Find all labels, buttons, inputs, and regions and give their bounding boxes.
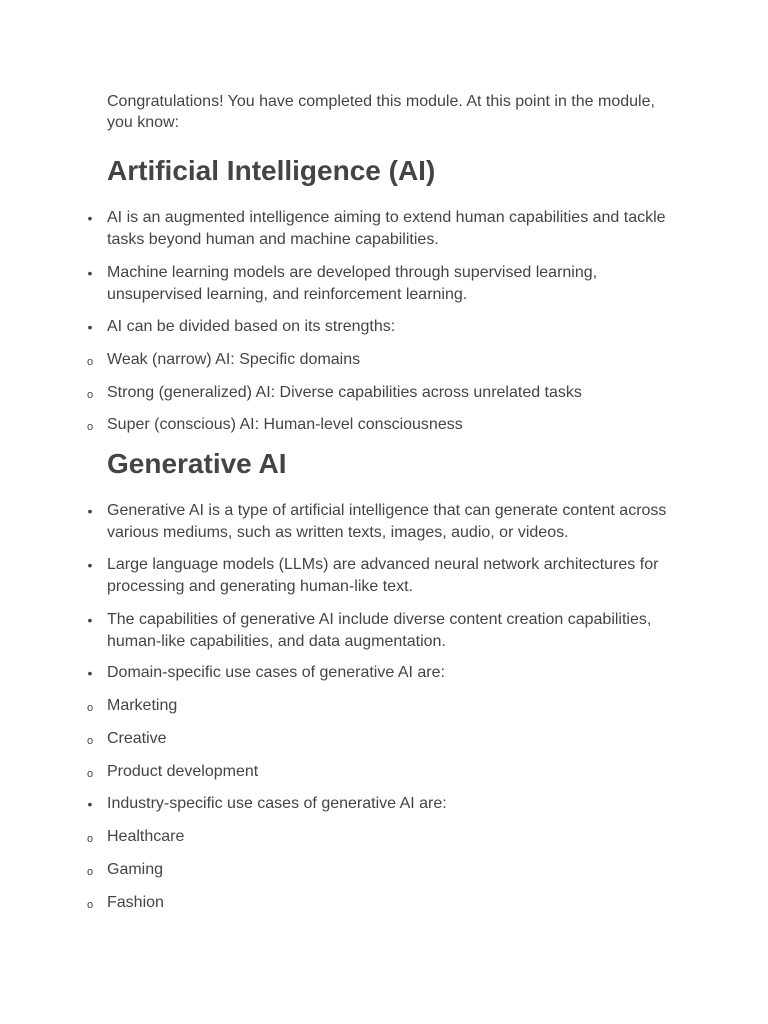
list-item-text: Strong (generalized) AI: Diverse capabilities across unrelated tasks: [107, 384, 582, 401]
list-item: [87, 316, 667, 338]
bullet-marker: •: [87, 319, 93, 335]
circle-marker: o: [86, 768, 94, 780]
circle-marker: o: [86, 421, 94, 433]
sub-list-item: [86, 859, 667, 881]
list-item-text: Machine learning models are developed through supervised learning, unsupervised learning, and reinforcement learning.: [107, 264, 598, 303]
list-item: [87, 500, 667, 544]
section-heading-generative-ai: Generative AI: [107, 448, 287, 479]
list-item: [87, 609, 667, 653]
list-item: [87, 662, 667, 684]
list-item-text: AI is an augmented intelligence aiming to extend human capabilities and tackle tasks beyond human and machine capabilities.: [107, 209, 666, 248]
sub-list-item: [86, 728, 667, 750]
circle-marker: o: [86, 702, 94, 714]
list-item-text: Generative AI is a type of artificial intelligence that can generate content across various mediums, such as written texts, images, audio, or videos.: [107, 502, 667, 541]
circle-marker: o: [86, 356, 94, 368]
list-item-text: Large language models (LLMs) are advanced neural network architectures for processing and generating human-like text.: [107, 556, 659, 595]
circle-marker: o: [86, 833, 94, 845]
list-item-text: Industry-specific use cases of generative AI are:: [107, 795, 447, 812]
bullet-marker: •: [87, 503, 93, 519]
circle-marker: o: [86, 389, 94, 401]
list-item: [87, 262, 667, 306]
list-item-text: The capabilities of generative AI include diverse content creation capabilities, human-like capabilities, and data augmentation.: [107, 611, 652, 650]
sub-list-item: [86, 349, 667, 371]
list-item-text: Fashion: [107, 894, 164, 911]
list-item-text: Gaming: [107, 861, 164, 878]
list-item: [87, 554, 667, 598]
list-item: [87, 207, 667, 251]
bullet-marker: •: [87, 665, 93, 681]
sub-list-item: [86, 761, 667, 783]
sub-list-item: [86, 382, 667, 404]
circle-marker: o: [86, 735, 94, 747]
list-item-text: Marketing: [107, 697, 178, 714]
circle-marker: o: [86, 866, 94, 878]
bullet-marker: •: [87, 557, 93, 573]
list-item: [87, 793, 667, 815]
list-item-text: Weak (narrow) AI: Specific domains: [107, 351, 361, 368]
circle-marker: o: [86, 899, 94, 911]
section-heading-ai: Artificial Intelligence (AI): [107, 155, 436, 186]
list-item-text: Product development: [107, 763, 259, 780]
bullet-marker: •: [87, 612, 93, 628]
sub-list-item: [86, 892, 667, 914]
bullet-marker: •: [87, 210, 93, 226]
list-item-text: Creative: [107, 730, 167, 747]
list-item-text: Domain-specific use cases of generative AI are:: [107, 664, 445, 681]
list-item-text: AI can be divided based on its strengths:: [107, 318, 396, 335]
bullet-marker: •: [87, 796, 93, 812]
sub-list-item: [86, 826, 667, 848]
list-item-text: Healthcare: [107, 828, 185, 845]
sub-list-item: [86, 414, 667, 436]
bullet-marker: •: [87, 265, 93, 281]
list-item-text: Super (conscious) AI: Human-level consciousness: [107, 416, 463, 433]
sub-list-item: [86, 695, 667, 717]
intro-paragraph: Congratulations! You have completed this module. At this point in the module, you know:: [107, 93, 655, 131]
